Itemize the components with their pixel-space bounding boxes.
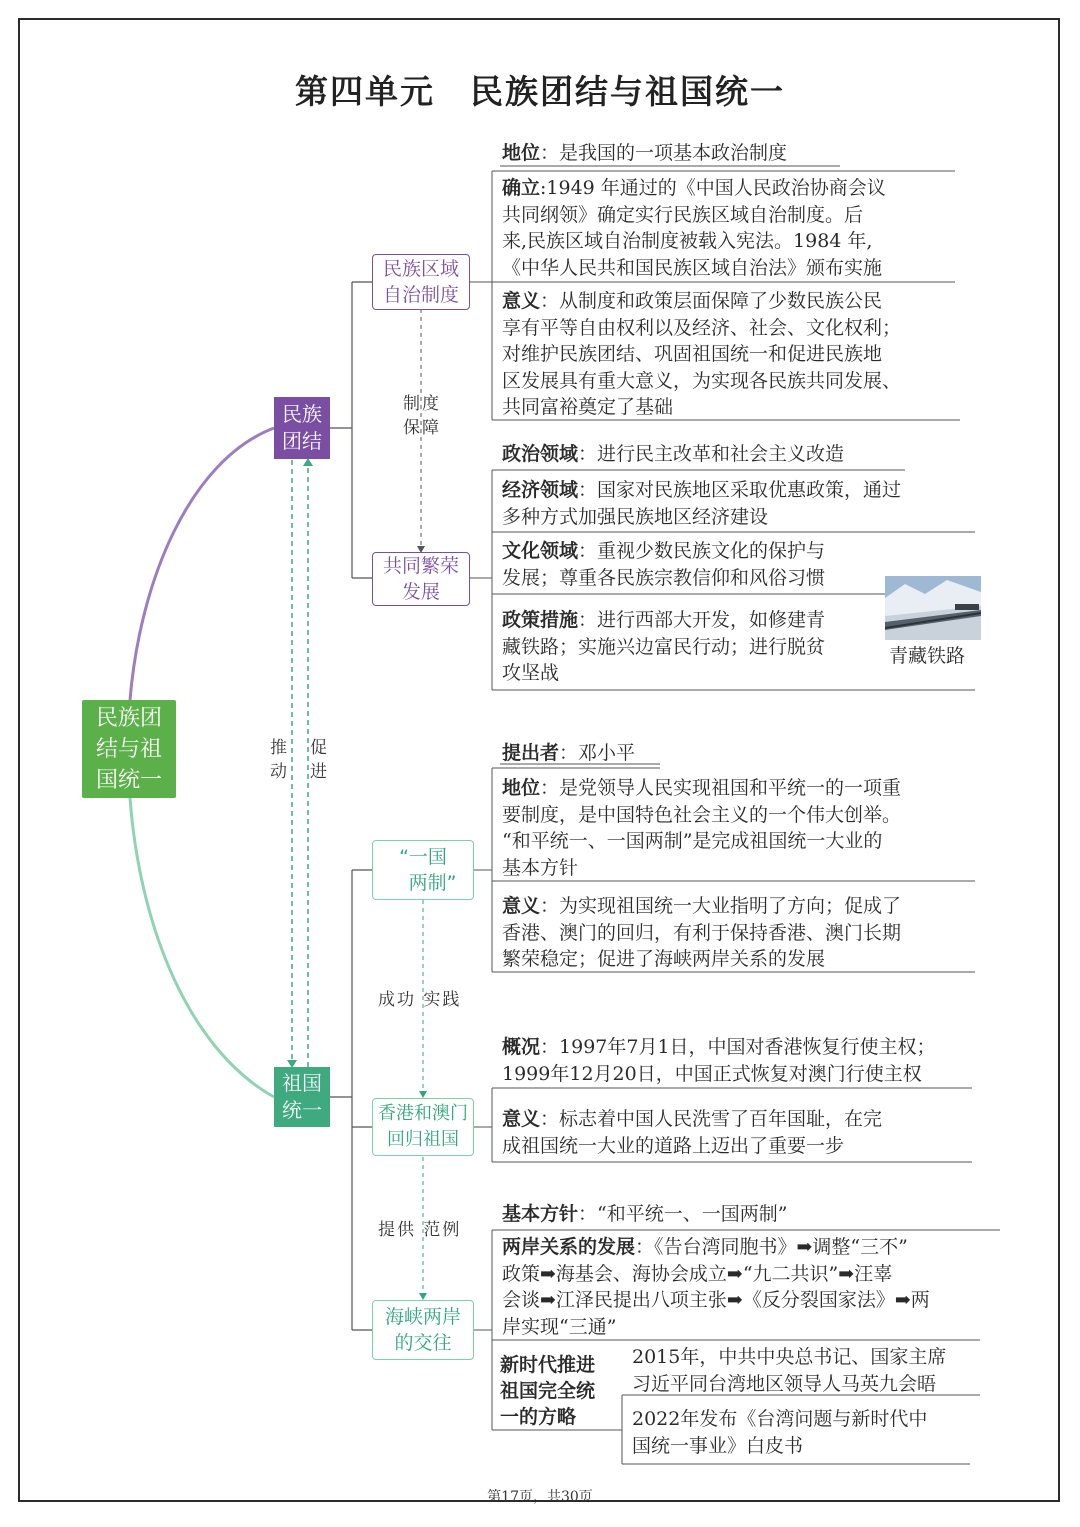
node-regional-autonomy: 民族区域 自治制度: [372, 254, 470, 310]
page-footer: 第17页，共30页: [487, 1489, 593, 1505]
leaf-return-meaning: 意义：标志着中国人民洗雪了百年国耻，在完 成祖国统一大业的道路上迈出了重要一步: [502, 1108, 883, 1157]
curve-root-unity: [130, 428, 274, 700]
node-one-country-two-systems: “一国 两制”: [372, 840, 474, 900]
leaf-cultural-field: 文化领域：重视少数民族文化的保护与 发展；尊重各民族宗教信仰和风俗习惯: [502, 540, 826, 589]
leaf-autonomy-status: 地位：是我国的一项基本政治制度: [502, 142, 788, 164]
leaf-strait-policy: 基本方针：“和平统一、一国两制”: [502, 1203, 788, 1225]
node-common-prosperity: 共同繁荣 发展: [372, 552, 470, 606]
link-label-promote: 促 进: [310, 738, 327, 782]
link-label-practice: 成功 实践: [378, 990, 462, 1010]
node-reunification: 祖国 统一: [274, 1067, 330, 1127]
link-label-example: 提供 范例: [378, 1220, 462, 1240]
leaf-autonomy-meaning: 意义：从制度和政策层面保障了少数民族公民 享有平等自由权利以及经济、社会、文化权利； 对维护民族团结、巩固祖国统一和促进民族地 区发展具有重大意义，为实现各民族共同发展、 共同富裕奠定了基础: [502, 290, 902, 418]
bracket-unity: [330, 282, 372, 578]
leaf-octs-meaning: 意义：为实现祖国统一大业指明了方向；促成了 香港、澳门的回归，有利于保持香港、澳门长期 繁荣稳定；促进了海峡两岸关系的发展: [502, 895, 902, 970]
leaf-new-era-2015: 2015年，中共中央总书记、国家主席 习近平同台湾地区领导人马英九会晤: [632, 1346, 947, 1395]
node-national-unity: 民族 团结: [274, 397, 330, 459]
curve-root-reunification: [130, 798, 274, 1097]
link-label-push: 推 动: [270, 738, 287, 782]
link-label-guarantee: 制度 保障: [403, 394, 441, 438]
leaf-strait-development: 两岸关系的发展：《告台湾同胞书》➡调整“三不” 政策➡海基会、海协会成立➡“九二共识”➡汪辜 会谈➡江泽民提出八项主张➡《反分裂国家法》➡两 岸实现“三通”: [502, 1236, 930, 1338]
page-title: 第四单元 民族团结与祖国统一: [295, 72, 785, 111]
leaf-economic-field: 经济领域：国家对民族地区采取优惠政策，通过 多种方式加强民族地区经济建设: [502, 479, 902, 528]
leaf-autonomy-established: 确立:1949 年通过的《中国人民政治协商会议 共同纲领》确定实行民族区域自治制度。后 来,民族区域自治制度被载入宪法。1984 年, 《中华人民共和国民族区域自治法》颁布实施: [502, 177, 886, 279]
leaf-octs-proposer: 提出者：邓小平: [502, 742, 636, 764]
photo-caption: 青藏铁路: [889, 645, 966, 667]
node-cross-strait: 海峡两岸 的交往: [372, 1300, 474, 1360]
root-node: 民族团 结与祖 国统一: [82, 700, 176, 798]
leaf-new-era-strategy: 新时代推进 祖国完全统 一的方略: [500, 1354, 596, 1428]
leaf-policy-measures: 政策措施：进行西部大开发，如修建青 藏铁路；实施兴边富民行动；进行脱贫 攻坚战: [502, 609, 826, 684]
leaf-new-era-2022: 2022年发布《台湾问题与新时代中 国统一事业》白皮书: [632, 1408, 928, 1457]
node-hk-macao-return: 香港和澳门 回归祖国: [372, 1098, 474, 1156]
bracket-reunification: [330, 870, 372, 1330]
qinghai-tibet-railway-photo: [885, 576, 981, 640]
leaf-political-field: 政治领域：进行民主改革和社会主义改造: [502, 443, 845, 465]
leaf-return-overview: 概况：1997年7月1日，中国对香港恢复行使主权； 1999年12月20日，中国正式恢复对澳门行使主权: [502, 1036, 936, 1085]
arrow-promote-head: [303, 458, 313, 466]
link-example-head: [419, 1293, 427, 1300]
leaf-octs-status: 地位：是党领导人民实现祖国和平统一的一项重 要制度，是中国特色社会主义的一个伟大创举。 “和平统一、一国两制”是完成祖国统一大业的 基本方针: [502, 777, 902, 879]
link-practice-head: [419, 1091, 427, 1098]
